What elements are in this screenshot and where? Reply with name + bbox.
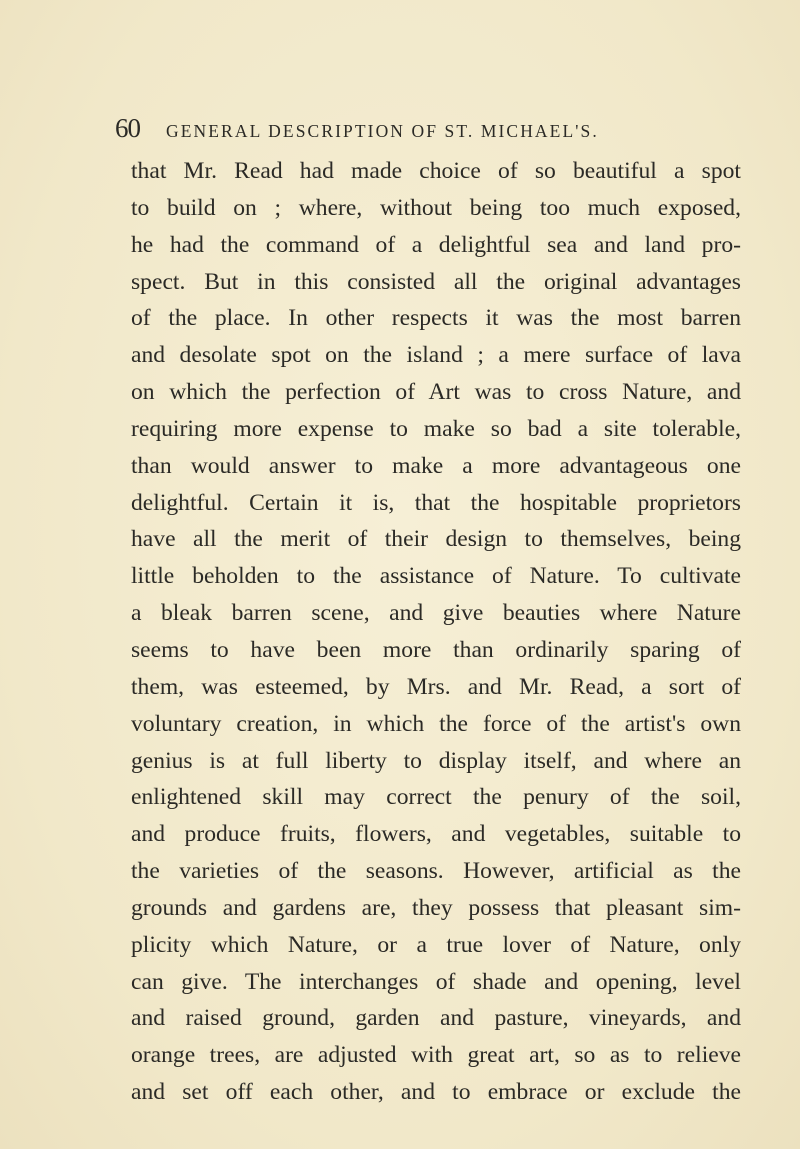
page-number: 60 — [115, 113, 140, 143]
text-line: spect. But in this consisted all the original advantages — [131, 268, 741, 295]
running-head: GENERAL DESCRIPTION OF ST. MICHAEL'S. — [166, 121, 599, 141]
text-line: the varieties of the seasons. However, artificial as the — [131, 858, 741, 885]
text-line: to build on ; where, without being too much exposed, — [131, 194, 741, 221]
body-paragraph — [131, 153, 741, 1111]
text-line: genius is at full liberty to display itself, and where an — [131, 747, 741, 774]
text-line: than would answer to make a more advantageous one — [131, 452, 741, 479]
text-line: enlightened skill may correct the penury of the soil, — [131, 784, 741, 811]
text-line: requiring more expense to make so bad a site tolerable, — [131, 415, 741, 442]
text-line: can give. The interchanges of shade and opening, level — [131, 968, 741, 995]
text-line: and produce fruits, flowers, and vegetables, suitable to — [131, 821, 741, 848]
text-line: them, was esteemed, by Mrs. and Mr. Read, a sort of — [131, 673, 741, 700]
text-line: plicity which Nature, or a true lover of Nature, only — [131, 931, 741, 958]
text-line: voluntary creation, in which the force of the artist's own — [131, 710, 741, 737]
text-line: he had the command of a delightful sea and land pro- — [131, 231, 741, 258]
text-line: and raised ground, garden and pasture, vineyards, and — [131, 1005, 741, 1032]
text-line: seems to have been more than ordinarily sparing of — [131, 636, 741, 663]
text-line: a bleak barren scene, and give beauties where Nature — [131, 600, 741, 627]
text-line: orange trees, are adjusted with great art, so as to relieve — [131, 1042, 741, 1069]
text-line: little beholden to the assistance of Nature. To cultivate — [131, 563, 741, 590]
text-line: and desolate spot on the island ; a mere surface of lava — [131, 342, 741, 369]
text-line: and set off each other, and to embrace or exclude the — [131, 1079, 741, 1106]
text-line: delightful. Certain it is, that the hospitable proprietors — [131, 489, 741, 516]
text-line: on which the perfection of Art was to cross Nature, and — [131, 379, 741, 406]
text-line: that Mr. Read had made choice of so beautiful a spot — [131, 158, 741, 184]
text-line: have all the merit of their design to themselves, being — [131, 526, 741, 553]
page-header — [115, 113, 715, 145]
text-line: grounds and gardens are, they possess that pleasant sim- — [131, 894, 741, 921]
text-line: of the place. In other respects it was the most barren — [131, 305, 741, 332]
